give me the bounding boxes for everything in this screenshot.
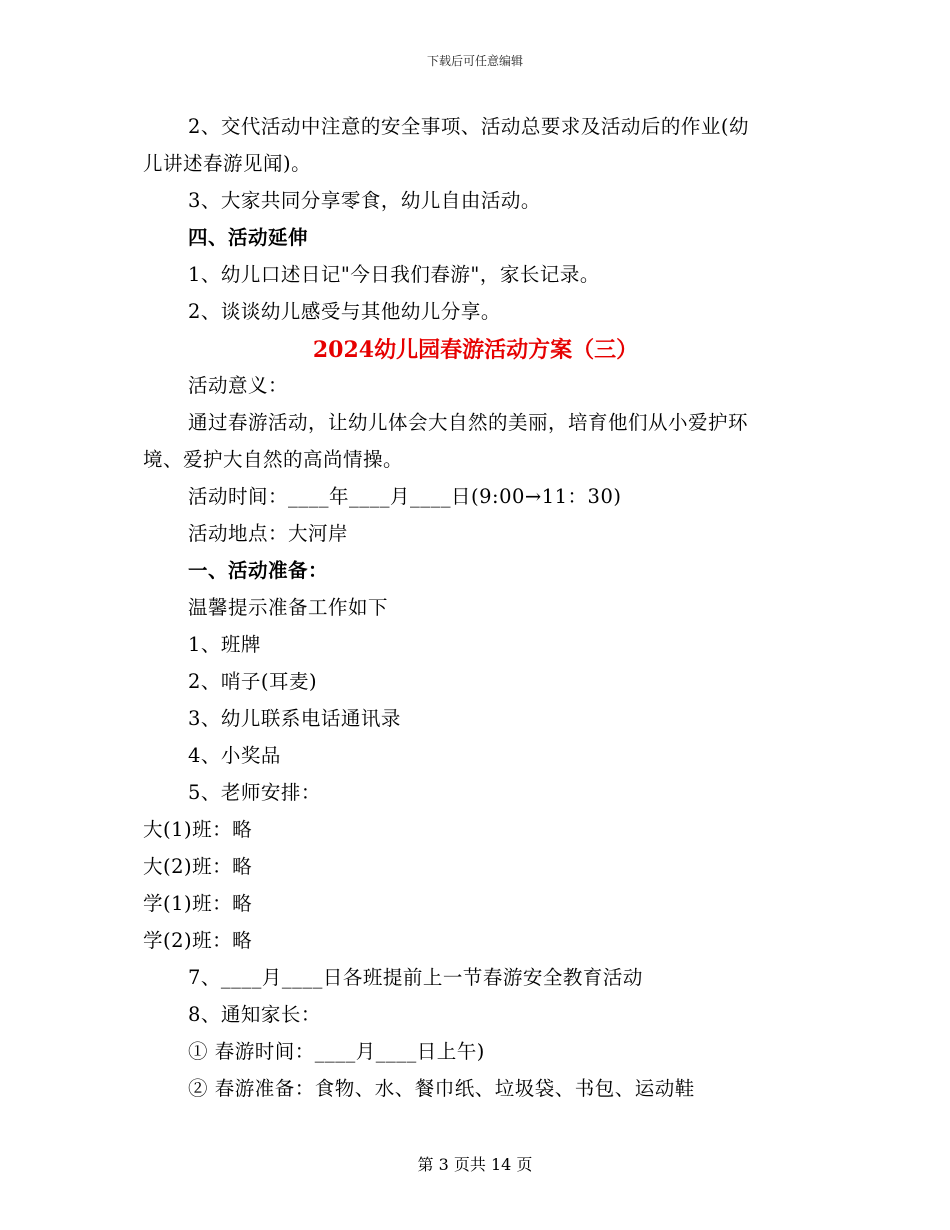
list-item: 1、班牌 xyxy=(188,633,261,656)
list-item: 8、通知家长： xyxy=(188,1003,321,1026)
paragraph-line: 2、交代活动中注意的安全事项、活动总要求及活动后的作业(幼 xyxy=(188,115,750,138)
list-item: 5、老师安排： xyxy=(188,781,321,804)
list-item: ① 春游时间：____月____日上午) xyxy=(188,1040,485,1063)
list-item: 学(1)班：略 xyxy=(143,892,253,915)
paragraph-line: 2、谈谈幼儿感受与其他幼儿分享。 xyxy=(188,300,501,323)
paragraph-line: 活动意义： xyxy=(188,374,289,397)
paragraph-line: 境、爱护大自然的高尚情操。 xyxy=(143,448,404,471)
paragraph-line: 3、大家共同分享零食，幼儿自由活动。 xyxy=(188,189,541,212)
list-item: 7、____月____日各班提前上一节春游安全教育活动 xyxy=(188,966,643,989)
section-heading: 一、活动准备： xyxy=(188,559,329,582)
section-heading: 四、活动延伸 xyxy=(188,226,309,249)
paragraph-line: 温馨提示准备工作如下 xyxy=(188,596,389,619)
paragraph-line: 1、幼儿口述日记"今日我们春游"，家长记录。 xyxy=(188,263,600,286)
paragraph-line: 通过春游活动，让幼儿体会大自然的美丽，培育他们从小爱护环 xyxy=(188,411,749,434)
section-title: 2024幼儿园春游活动方案（三） xyxy=(312,337,639,363)
list-item: 2、哨子(耳麦) xyxy=(188,670,318,693)
list-item: 大(1)班：略 xyxy=(143,818,253,841)
document-body xyxy=(143,108,808,1107)
list-item: 大(2)班：略 xyxy=(143,855,253,878)
list-item: ② 春游准备：食物、水、餐巾纸、垃圾袋、书包、运动鞋 xyxy=(188,1077,695,1100)
list-item: 3、幼儿联系电话通讯录 xyxy=(188,707,401,730)
paragraph-line: 活动地点：大河岸 xyxy=(188,522,349,545)
paragraph-line: 活动时间：____年____月____日(9:00→11：30) xyxy=(188,485,622,508)
page-footer: 第 3 页共 14 页 xyxy=(417,1155,533,1174)
page-header: 下载后可任意编辑 xyxy=(426,54,523,68)
list-item: 4、小奖品 xyxy=(188,744,281,767)
paragraph-line: 儿讲述春游见闻)。 xyxy=(143,152,312,175)
list-item: 学(2)班：略 xyxy=(143,929,253,952)
